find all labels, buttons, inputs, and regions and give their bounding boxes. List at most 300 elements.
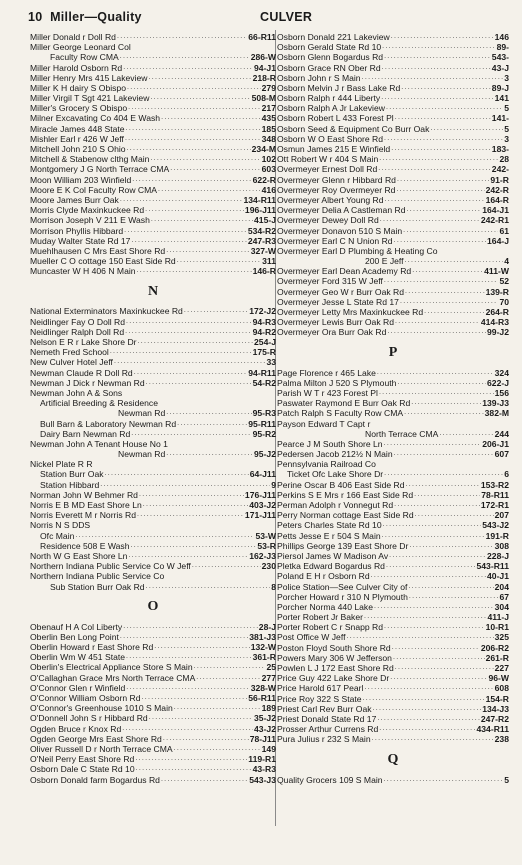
listing-entry [30,164,276,174]
phone-number: 66-R11 [248,32,276,42]
listing-name: O'Neil Perry East Shore Rd [30,754,135,765]
phone-number: 238 [494,734,509,745]
phone-number: 434-R11 [476,724,509,735]
listing-entry [277,582,509,592]
dot-leader [166,449,253,459]
listing-name: Miller's Grocery S Obispo [30,103,128,114]
phone-number: 171-J11 [244,510,276,521]
listing-name: Pennsylvania Railroad Co [277,459,376,470]
dot-leader [149,713,253,723]
listing-entry [277,704,509,714]
phone-number: 247-R2 [480,714,509,724]
phone-number: 164-J [487,235,509,246]
listing-entry [277,63,509,73]
listing-name: Overmeyer Earl D Plumbing & Heating Co [277,245,438,256]
phone-number: 176-J11 [244,489,276,500]
phone-number: 228-J [487,551,509,561]
dot-leader [379,388,494,398]
phone-number: 242-R1 [480,215,509,226]
listing-entry [30,175,276,185]
phone-number: 508-M [251,93,276,104]
listing-entry [277,470,509,480]
dot-leader [124,226,247,236]
phone-number: 96-W [488,673,509,684]
listing-name: Artificial Breeding & Residence [40,398,158,409]
listing-entry [30,663,276,673]
listing-name: Newman Claude R Doll Rd [30,367,133,378]
listing-entry [30,398,276,408]
phone-number: 141- [491,113,509,124]
listing-name: Payson Edward T Capt r [277,418,371,429]
listing-entry [277,408,509,418]
listing-name: Osborn W O East Shore Rd [277,133,384,144]
listing-entry [30,144,276,154]
listing-name: Oberlin Ben Long Point [30,631,119,642]
phone-number: 9 [271,479,276,490]
listing-entry [30,226,276,236]
phone-number: 95-R3 [252,408,276,419]
phone-number: 64-J11 [249,469,276,480]
dot-leader [412,266,483,276]
listing-name: Muehlhausen C Mrs East Shore Rd [30,245,166,256]
listing-name: Faculty Row CMA [50,52,119,63]
city-heading: CULVER [260,10,313,24]
listing-name: Overmeyer Glenn r Hibbard Rd [277,174,396,185]
phone-number: 3 [504,133,509,144]
dot-leader [395,663,494,673]
listing-name: Osborn Ralph A Jr Lakeview [277,103,385,114]
dot-leader [394,500,480,510]
dot-leader [125,327,251,337]
listing-name: Mitchell John 210 S Ohio [30,144,126,155]
listing-name: Patch Ralph S Faculty Row CMA [277,408,404,419]
dot-leader [192,561,261,571]
listing-name: Osborn Melvin J r Bass Lake Rd [277,82,401,93]
listing-name: Newman John A & Sons [30,388,123,398]
listing-entry [30,185,276,195]
phone-number: 622-R [252,174,276,185]
listing-entry [30,327,276,337]
listing-name: Nelson E R r Lake Shore Dr [30,337,137,348]
dot-leader [146,378,252,388]
listing-name: Oliver Russell D r North Terrace CMA [30,744,173,754]
phone-number: 40-J1 [487,571,509,582]
dot-leader [137,266,252,276]
listing-entry [30,32,276,42]
dot-leader [391,32,494,42]
dot-leader [393,653,485,663]
phone-number: 153-R2 [480,479,509,490]
dot-leader [139,490,244,500]
phone-number: 146-R [252,266,276,277]
listing-name: Norris N S DDS [30,520,91,531]
phone-number: 95-R11 [248,418,276,429]
listing-entry [30,63,276,73]
listing-entry [30,652,276,662]
listing-name: Pedersen Jacob 212½ N Main [277,449,393,460]
listing-entry [277,246,509,256]
page-number: 10 [28,10,43,24]
listing-entry [277,124,509,134]
listing-name: Ticket Ofc Lake Shore Dr [287,469,384,480]
phone-number: 543- [491,52,509,63]
listing-entry [30,520,276,530]
phone-number: 328-W [250,682,276,693]
dot-leader [145,205,244,215]
dot-leader [392,643,480,653]
phone-number: 172-J2 [249,306,276,317]
phone-number: 119-R1 [248,754,276,765]
listing-entry [277,419,509,429]
listing-name: Ogden Bruce r Knox Rd [30,723,122,734]
phone-number: 348 [261,133,276,144]
listing-entry [277,388,509,398]
phone-number: 414-R3 [480,317,509,328]
dot-leader [125,134,261,144]
listing-entry [30,500,276,510]
listing-entry [30,42,276,52]
listing-entry [30,683,276,693]
dot-leader [397,175,489,185]
phone-number: 247-R3 [247,235,276,246]
listing-name: Moore James Burr Oak [30,195,119,205]
listing-entry [30,419,276,429]
phone-number: 543-R11 [476,561,509,572]
phone-number: 204 [494,581,509,592]
listing-entry [30,449,276,459]
listing-entry [30,693,276,703]
phone-number: 234-M [251,144,276,155]
listing-entry [30,470,276,480]
listing-name: Poland E H r Osborn Rd [277,571,370,582]
listing-entry [30,439,276,449]
listing-entry [30,429,276,439]
dot-leader [75,531,254,541]
dot-leader [126,317,252,327]
listing-entry [30,571,276,581]
listing-name: Moon William 203 Winfield [30,174,132,185]
listing-entry [30,531,276,541]
dot-leader [404,408,484,418]
listing-name: Overmeyer Earl Dean Academy Rd [277,266,412,277]
listing-entry [277,52,509,62]
dot-leader [161,114,261,124]
phone-number: 61 [499,225,509,236]
phone-number: 35-J2 [254,713,276,724]
phone-number: 227 [494,663,509,674]
phone-number: 543-J2 [482,520,509,531]
dot-leader [381,93,493,103]
phone-number: 206-R2 [480,642,509,653]
phone-number: 94-J1 [254,62,276,73]
listing-entry [30,775,276,785]
listing-entry [277,368,509,378]
listing-name: Poston Floyd South Shore Rd [277,642,391,653]
phone-number: 146 [494,32,509,42]
listing-entry [30,93,276,103]
section-letter: O [147,598,159,614]
listing-entry [30,236,276,246]
dot-leader [387,327,486,337]
dot-leader [135,754,247,764]
listing-name: Oberlin Howard r East Shore Rd [30,642,154,653]
dot-leader [346,633,493,643]
phone-number: 196-J11 [244,205,276,216]
dot-leader [174,744,261,754]
dot-leader [123,622,258,632]
dot-leader [396,185,484,195]
listing-name: Perry Norman cottage East Side Rd [277,510,414,521]
listing-entry [277,297,509,307]
dot-leader [117,32,247,42]
dot-leader [177,419,247,429]
dot-leader [150,93,250,103]
dot-leader [134,368,248,378]
listing-name: Peters Charles State Rd 10 [277,520,382,531]
phone-number: 403-J2 [249,500,276,511]
phone-number: 53-W [255,530,276,541]
listing-entry [277,154,509,164]
listing-name: Newman Rd [118,408,166,419]
phone-number: 534-R2 [247,225,276,236]
listing-entry [30,764,276,774]
dot-leader [384,134,503,144]
dot-leader [371,571,486,581]
listing-entry [30,459,276,469]
phone-number: 264-R [485,307,509,318]
listing-name: Dairy Barn Newman Rd [40,428,131,439]
listing-name: Overmeyer Letty Mrs Maxinkuckee Rd [277,307,424,318]
phone-number: 279 [261,82,276,93]
listing-entry [277,531,509,541]
listing-name: O'Callaghan Grace Mrs North Terrace CMA [30,672,196,683]
phone-number: 94-R2 [252,326,276,337]
dot-leader [364,612,487,622]
phone-number: 308 [494,540,509,551]
dot-leader [405,256,504,266]
phone-number: 172-R1 [480,500,509,511]
dot-leader [194,663,266,673]
listing-entry [277,93,509,103]
listing-entry [277,439,509,449]
dot-leader [114,357,265,367]
dot-leader [123,63,253,73]
listing-name: Morris Clyde Maxinkuckee Rd [30,205,145,216]
listing-entry [30,317,276,327]
listing-name: Phillips George 139 East Shore Dr [277,540,409,551]
listing-name: Ofc Main [40,530,75,541]
dot-leader [401,83,491,93]
dot-leader [126,683,249,693]
listing-name: Nemeth Fred School [30,347,109,358]
phone-number: 43-R3 [252,764,276,775]
phone-number: 99-J2 [487,327,509,338]
listing-name: New Culver Hotel Jeff [30,357,113,368]
dot-leader [150,154,260,164]
listing-entry [277,175,509,185]
listing-name: Osborn Donald farm Bogardus Rd [30,774,160,785]
phone-number: 67 [499,591,509,602]
listing-entry [30,480,276,490]
phone-number: 91-R [490,174,509,185]
listing-name: Powers Mary 306 W Jefferson [277,652,392,663]
listing-name: Overmeyer Donavon 510 S Main [277,225,403,236]
listing-name: Miller Virgil T Sgt 421 Lakeview [30,93,150,104]
listing-name: Milner Excavating Co 404 E Wash [30,113,161,124]
dot-leader [146,582,271,592]
dot-leader [403,226,498,236]
listing-entry [277,226,509,236]
listing-entry [277,612,509,622]
phone-number: 206-J1 [482,438,509,449]
phone-number: 43-J [491,62,509,73]
dot-leader [439,429,493,439]
listing-name: Ott Robert W r 404 S Main [277,154,379,165]
phone-number: 622-J [487,377,509,388]
dot-leader [373,704,482,714]
listing-entry [30,713,276,723]
listing-name: Bull Barn & Laboratory Newman Rd [40,418,177,429]
listing-name: Miller K H dairy S Obispo [30,82,126,93]
phone-number: 327-W [250,245,276,256]
listing-name: O'Connor's Greenhouse 1010 S Main [30,703,173,714]
listing-name: Miracle James 448 State [30,123,125,134]
phone-number: 78-R11 [481,489,509,500]
dot-leader [386,103,503,113]
phone-number: 324 [494,367,509,378]
listing-name: Station Hibbard [40,479,100,490]
listing-entry [277,592,509,602]
listing-name: Osborn Ralph r 444 Liberty [277,93,381,104]
phone-number: 191-R [485,530,509,541]
dot-leader [406,205,481,215]
dot-leader [120,632,248,642]
listing-entry [277,164,509,174]
dot-leader [100,480,270,490]
listing-name: Parish W T r 423 Forest Pl [277,388,378,398]
dot-leader [385,195,485,205]
right-column [277,32,509,785]
phone-number: 33 [266,357,276,368]
dot-leader [405,287,485,297]
listing-name: Overmeyer Geo W r Burr Oak Rd [277,286,405,297]
dot-leader [395,114,491,124]
dot-leader [406,480,480,490]
listing-name: Price Roy 322 S State [277,693,362,704]
listing-name: O'Donnell John S r Hibbard Rd [30,713,148,724]
listing-name: Mishler Earl r 426 W Jeff [30,133,124,144]
dot-leader [384,470,503,480]
listing-name: Osborn Gerald State Rd 10 [277,42,382,53]
dot-leader [384,775,504,785]
dot-leader [122,724,253,734]
listing-name: Porter Robert C r Snapp Rd [277,622,384,633]
listing-name: Overmeyer Ernest Doll Rd [277,164,378,175]
listing-entry [30,347,276,357]
dot-leader [143,500,248,510]
phone-number: 411-W [484,266,509,277]
listing-name: Nickel Plate R R [30,459,93,470]
listing-name: Oberlin Wm W 451 State [30,652,126,663]
dot-leader [382,63,491,73]
listing-entry [277,317,509,327]
phone-number: 325 [494,632,509,643]
listing-entry [277,144,509,154]
phone-number: 608 [494,683,509,694]
listing-entry [277,459,509,469]
phone-number: 218-R [252,72,276,83]
listing-entry [30,408,276,418]
phone-number: 603 [261,164,276,175]
dot-leader [372,734,494,744]
phone-number: 230 [261,561,276,572]
listing-entry [277,134,509,144]
phone-number: 53-R [257,540,276,551]
phone-number: 70 [499,296,509,307]
phone-number: 6 [504,469,509,480]
listing-name: Porter Robert Jr Baker [277,612,363,623]
dot-leader [384,439,482,449]
dot-leader [158,185,261,195]
listing-name: Osborn Dale C State Rd 10 [30,764,135,775]
listing-name: Newman Rd [118,449,166,460]
listing-name: Pearce J M South Shore Ln [277,438,383,449]
dot-leader [377,714,479,724]
listing-name: Osborn Seed & Equipment Co Burr Oak [277,123,430,134]
dot-leader [362,73,504,83]
phone-number: 154-R [485,693,509,704]
listing-name: Oberlin's Electrical Appliance Store S Main [30,662,193,673]
phone-number: 254-J [254,337,276,348]
listing-name: Miller Henry Mrs 415 Lakeview [30,72,148,83]
phone-number: 164-R [485,195,509,205]
listing-name: Norris Everett M r Norris Rd [30,510,136,521]
phone-number: 139-J3 [482,398,509,409]
phone-number: 207 [494,510,509,521]
listing-entry [277,571,509,581]
listing-name: Perkins S E Mrs r 166 East Side Rd [277,489,414,500]
listing-name: Overmeyer Ford 315 W Jeff [277,276,383,287]
dot-leader [415,510,494,520]
listing-entry [277,398,509,408]
listing-name: Osborn Robert L 433 Forest Pl [277,113,394,124]
dot-leader [128,551,248,561]
listing-name: Morrison Phyllis Hibbard [30,225,124,236]
phone-number: 244 [494,428,509,439]
phone-number: 607 [494,449,509,460]
phone-number: 149 [261,744,276,754]
listing-name: Page Florence r 465 Lake [277,367,376,378]
dot-leader [380,215,480,225]
dot-leader [137,510,244,520]
listing-entry [277,724,509,734]
listing-entry [30,124,276,134]
listing-entry [30,744,276,754]
listing-entry [30,134,276,144]
listing-entry [277,541,509,551]
dot-leader [374,602,494,612]
phone-number: 5 [504,103,509,114]
listing-entry [277,561,509,571]
dot-leader [384,277,499,287]
listing-name: Muncaster W H 406 N Main [30,266,136,277]
dot-leader [382,531,485,541]
listing-entry [277,449,509,459]
phone-number: 162-J3 [249,551,276,561]
dot-leader [163,734,249,744]
listing-name: Piersol James W Madison Av [277,551,389,561]
listing-entry [30,368,276,378]
